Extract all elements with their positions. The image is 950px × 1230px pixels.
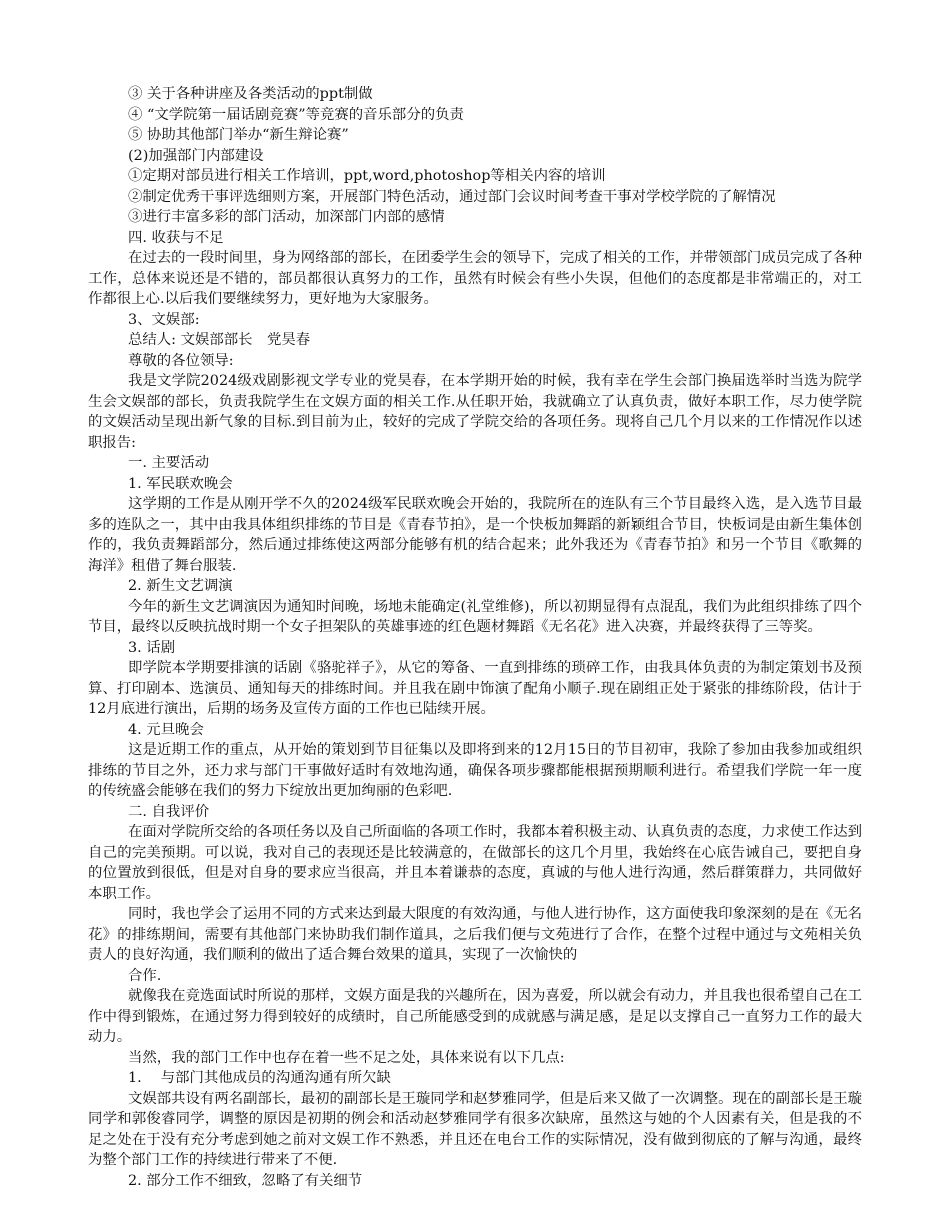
section-heading: 四. 收获与不足 bbox=[128, 229, 224, 246]
paragraph: 在过去的一段时间里，身为网络部的部长，在团委学生会的领导下，完成了相关的工作，并带领部门成员完成了各种工作，总体来说还是不错的，部员都很认真努力的工作，虽然有时候会有些小失误，但他们的态度都是非常端正的，对工作都很上心.以后我们要继续努力，更好地为大家服务。 bbox=[88, 250, 862, 307]
paragraph: ②制定优秀干事评选细则方案，开展部门特色活动，通过部门会议时间考查干事对学校学院的了解情况 bbox=[128, 188, 776, 205]
paragraph: ③ 关于各种讲座及各类活动的ppt制做 bbox=[128, 86, 373, 102]
section-heading: 3、文娱部: bbox=[128, 311, 200, 328]
paragraph: 今年的新生文艺调演因为通知时间晚，场地未能确定(礼堂维修)，所以初期显得有点混乱，我们为此组织排练了四个节目，最终以反映抗战时期一个女子担架队的英雄事迹的红色题材舞蹈《无名花》进入决赛，并最终获得了三等奖。 bbox=[88, 598, 862, 635]
paragraph: ⑤ 协助其他部门举办“新生辩论赛” bbox=[128, 127, 349, 143]
paragraph: 这是近期工作的重点，从开始的策划到节目征集以及即将到来的12月15日的节目初审，我除了参加由我参加或组织排练的节目之外，还力求与部门干事做好适时有效地沟通，确保各项步骤都能根据预期顺利进行。希望我们学院一年一度的传统盛会能够在我们的努力下绽放出更加绚丽的色彩吧. bbox=[88, 742, 862, 799]
subsection-heading: 2. 新生文艺调演 bbox=[128, 578, 233, 594]
salutation: 尊敬的各位领导: bbox=[128, 352, 234, 369]
paragraph: ③进行丰富多彩的部门活动，加深部门内部的感情 bbox=[128, 209, 445, 225]
section-heading: (2)加强部门内部建设 bbox=[128, 147, 264, 164]
section-heading: 一. 主要活动 bbox=[128, 455, 210, 471]
subsection-heading: 2. 部分工作不细致，忽略了有关细节 bbox=[128, 1172, 363, 1189]
paragraph: 即学院本学期要排演的话剧《骆驼祥子》，从它的筹备、一直到排练的琐碎工作，由我具体负责的为制定策划书及预算、打印剧本、选演员、通知每天的排练时间。并且我在剧中饰演了配角小顺子.现在剧组正处于紧张的排练阶段，估计于12月底进行演出，后期的场务及宣传方面的工作也已陆续开展。 bbox=[88, 660, 862, 717]
subsection-heading: 4. 元旦晚会 bbox=[128, 721, 204, 738]
author-line: 总结人: 文娱部部长 党昊春 bbox=[128, 332, 311, 348]
paragraph: 同时，我也学会了运用不同的方式来达到最大限度的有效沟通，与他人进行协作，这方面使我印象深刻的是在《无名花》的排练期间，需要有其他部门来协助我们制作道具，之后我们便与文苑进行了合作，在整个过程中通过与文苑相关负责人的良好沟通，我们顺利的做出了适合舞台效果的道具，实现了一次愉快的 bbox=[88, 906, 862, 963]
paragraph: ①定期对部员进行相关工作培训，ppt,word,photoshop等相关内容的培训 bbox=[128, 168, 606, 184]
paragraph: 在面对学院所交给的各项任务以及自己所面临的各项工作时，我都本着积极主动、认真负责的态度，力求使工作达到自己的完美预期。可以说，我对自己的表现还是比较满意的，在做部长的这几个月里，我始终在心底告诫自己，要把自身的位置放到很低，但是对自身的要求应当很高，并且本着谦恭的态度，真诚的与他人进行沟通，然后群策群力，共同做好本职工作。 bbox=[88, 824, 862, 902]
paragraph: 合作. bbox=[128, 967, 162, 984]
paragraph: 就像我在竞选面试时所说的那样，文娱方面是我的兴趣所在，因为喜爱，所以就会有动力，并且我也很希望自己在工作中得到锻炼，在通过努力得到较好的成绩时，自己所能感受到的成就感与满足感，是足以支撑自己一直努力工作的最大动力。 bbox=[88, 988, 862, 1045]
paragraph: ④ “文学院第一届话剧竞赛”等竞赛的音乐部分的负责 bbox=[128, 106, 464, 123]
document-page bbox=[88, 84, 862, 1191]
section-heading: 二. 自我评价 bbox=[128, 803, 210, 820]
paragraph: 当然，我的部门工作中也存在着一些不足之处，具体来说有以下几点: bbox=[128, 1049, 565, 1066]
subsection-heading: 1. 军民联欢晚会 bbox=[128, 475, 233, 492]
paragraph: 文娱部共设有两名副部长，最初的副部长是王璇同学和赵梦雅同学，但是后来又做了一次调整。现在的副部长是王璇同学和郭俊睿同学，调整的原因是初期的例会和活动赵梦雅同学有很多次缺席，虽然这与她的个人因素有关，但是我的不足之处在于没有充分考虑到她之前对文娱工作不熟悉，并且还在电台工作的实际情况，没有做到彻底的了解与沟通，最终为整个部门工作的持续进行带来了不便. bbox=[88, 1090, 862, 1168]
subsection-heading: 1. 与部门其他成员的沟通沟通有所欠缺 bbox=[128, 1070, 391, 1086]
subsection-heading: 3. 话剧 bbox=[128, 639, 176, 656]
paragraph: 我是文学院2024级戏剧影视文学专业的党昊春，在本学期开始的时候，我有幸在学生会部门换届选举时当选为院学生会文娱部的部长，负责我院学生在文娱方面的相关工作.从任职开始，我就确立了认真负责，做好本职工作，尽力使学院的文娱活动呈现出新气象的目标.到目前为止，较好的完成了学院交给的各项任务。现将自己几个月以来的工作情况作以述职报告: bbox=[88, 373, 862, 451]
paragraph: 这学期的工作是从刚开学不久的2024级军民联欢晚会开始的，我院所在的连队有三个节目最终入选，是入选节目最多的连队之一，其中由我具体组织排练的节目是《青春节拍》，是一个快板加舞蹈的新颖组合节目，快板词是由新生集体创作的，我负责舞蹈部分，然后通过排练使这两部分能够有机的结合起来；此外我还为《青春节拍》和另一个节目《歌舞的海洋》租借了舞台服装. bbox=[88, 496, 862, 574]
